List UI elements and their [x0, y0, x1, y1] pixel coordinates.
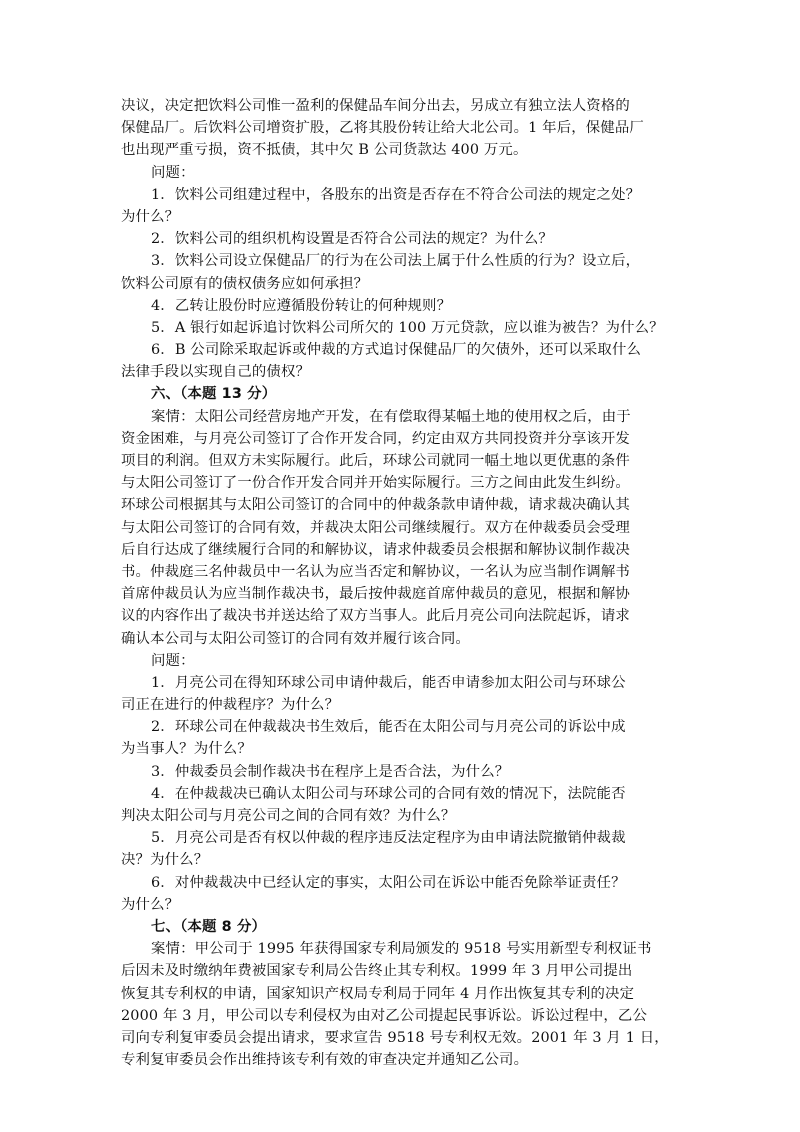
text-line: 1．饮料公司组建过程中，各股东的出资是否存在不符合公司法的规定之处？	[151, 186, 641, 203]
text-line: 2．环球公司在仲裁裁决书生效后，能否在太阳公司与月亮公司的诉讼中成	[151, 719, 626, 736]
text-line: 4．在仲裁裁决已确认太阳公司与环球公司的合同有效的情况下，法院能否	[151, 785, 626, 802]
text-line: 司正在进行的仲裁程序？为什么？	[121, 697, 340, 714]
text-line: 5．月亮公司是否有权以仲裁的程序违反法定程序为由申请法院撤销仲裁裁	[151, 830, 626, 847]
text-line: 决？为什么？	[121, 852, 209, 869]
text-line: 保健品厂。后饮料公司增资扩股，乙将其股份转让给大北公司。1 年后，保健品厂	[121, 120, 644, 137]
text-line: 也出现严重亏损，资不抵债，其中欠 B 公司货款达 400 万元。	[121, 142, 528, 159]
text-line: 专利复审委员会作出维持该专利有效的审查决定并通知乙公司。	[121, 1052, 529, 1069]
text-line: 6．B 公司除采取起诉或仲裁的方式追讨保健品厂的欠债外，还可以采取什么	[151, 342, 642, 359]
text-line: 首席仲裁员认为应当制作裁决书，最后按仲裁庭首席仲裁员的意见，根据和解协	[121, 586, 630, 603]
text-line: 问题：	[151, 652, 195, 669]
section-heading: 六、（本题 13 分）	[151, 386, 277, 403]
text-line: 问题：	[151, 164, 195, 181]
text-line: 判决太阳公司与月亮公司之间的合同有效？为什么？	[121, 808, 456, 824]
text-line: 确认本公司与太阳公司签订的合同有效并履行该合同。	[121, 630, 470, 647]
text-line: 后自行达成了继续履行合同的和解协议，请求仲裁委员会根据和解协议制作裁决	[121, 541, 630, 558]
text-line: 环球公司根据其与太阳公司签订的合同中的仲裁条款申请仲裁，请求裁决确认其	[121, 497, 630, 514]
text-line: 饮料公司原有的债权债务应如何承担？	[121, 275, 369, 292]
text-line: 5．A 银行如起诉追讨饮料公司所欠的 100 万元贷款，应以谁为被告？为什么？	[151, 319, 664, 336]
text-line: 为什么？	[121, 896, 180, 913]
text-line: 为当事人？为什么？	[121, 741, 252, 758]
text-line: 为什么？	[121, 208, 180, 225]
text-line: 书。仲裁庭三名仲裁员中一名认为应当否定和解协议，一名认为应当制作调解书	[121, 563, 630, 580]
text-line: 法律手段以实现自己的债权？	[121, 364, 311, 381]
text-line: 2．饮料公司的组织机构设置是否符合公司法的规定？为什么？	[151, 231, 553, 248]
text-line: 案情：甲公司于 1995 年获得国家专利局颁发的 9518 号实用新型专利权证书	[151, 941, 652, 958]
document-page	[121, 95, 691, 1071]
text-line: 司向专利复审委员会提出请求，要求宣告 9518 号专利权无效。2001 年 3 月 1 日，	[121, 1029, 669, 1046]
text-line: 6．对仲裁裁决中已经认定的事实，太阳公司在诉讼中能否免除举证责任？	[151, 874, 626, 891]
text-line: 项目的利润。但双方未实际履行。此后，环球公司就同一幅土地以更优惠的条件	[121, 453, 630, 469]
section-heading: 七、（本题 8 分）	[151, 918, 267, 935]
text-line: 4．乙转让股份时应遵循股份转让的何种规则？	[151, 297, 452, 314]
text-line: 与太阳公司签订的合同有效，并裁决太阳公司继续履行。双方在仲裁委员会受理	[121, 519, 630, 536]
text-line: 后因未及时缴纳年费被国家专利局公告终止其专利权。1999 年 3 月甲公司提出	[121, 963, 633, 980]
text-line: 案情：太阳公司经营房地产开发，在有偿取得某幅土地的使用权之后，由于	[151, 408, 631, 425]
text-line: 3．饮料公司设立保健品厂的行为在公司法上属于什么性质的行为？设立后，	[151, 253, 641, 270]
text-line: 1．月亮公司在得知环球公司申请仲裁后，能否申请参加太阳公司与环球公	[151, 674, 626, 691]
text-line: 3．仲裁委员会制作裁决书在程序上是否合法，为什么？	[151, 763, 510, 780]
text-line: 2000 年 3 月，甲公司以专利侵权为由对乙公司提起民事诉讼。诉讼过程中，乙公	[121, 1007, 648, 1024]
text-line: 决议，决定把饮料公司惟一盈利的保健品车间分出去，另成立有独立法人资格的	[121, 98, 630, 114]
text-line: 恢复其专利权的申请，国家知识产权局专利局于同年 4 月作出恢复其专利的决定	[121, 985, 635, 1002]
text-line: 与太阳公司签订了一份合作开发合同并开始实际履行。三方之间由此发生纠纷。	[121, 475, 630, 492]
text-line: 资金困难，与月亮公司签订了合作开发合同，约定由双方共同投资并分享该开发	[121, 430, 630, 447]
text-line: 议的内容作出了裁决书并送达给了双方当事人。此后月亮公司向法院起诉，请求	[121, 608, 630, 625]
